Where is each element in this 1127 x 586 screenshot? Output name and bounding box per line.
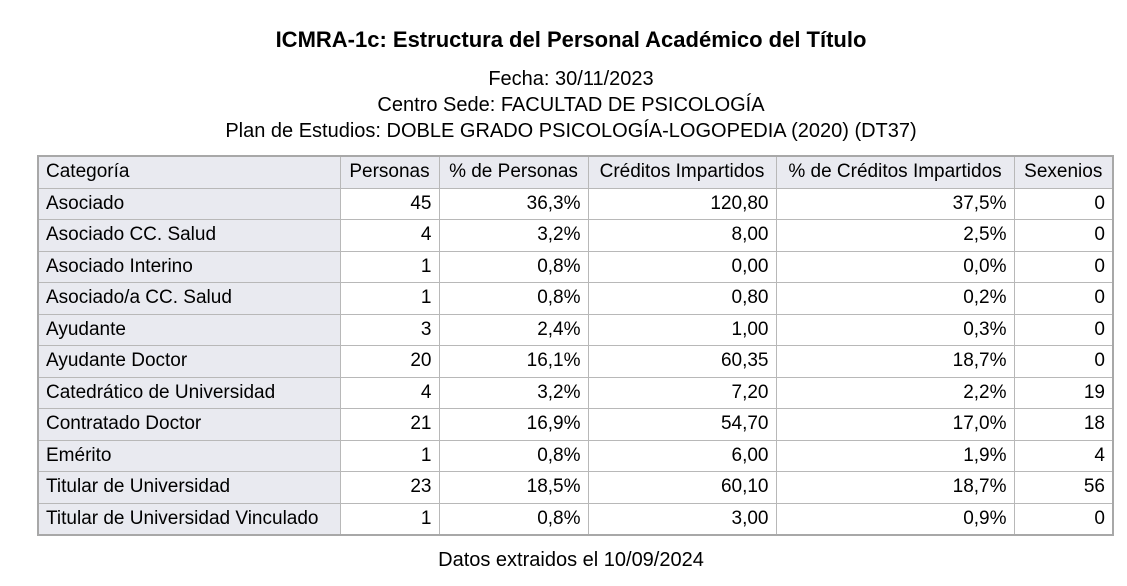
cell-personas: 1: [340, 440, 439, 472]
cell-pct-personas: 0,8%: [439, 440, 588, 472]
cell-pct-personas: 2,4%: [439, 314, 588, 346]
cell-sexenios: 4: [1014, 440, 1113, 472]
cell-creditos: 60,35: [588, 346, 776, 378]
cell-personas: 45: [340, 188, 439, 220]
column-header-pct-personas: % de Personas: [439, 156, 588, 188]
cell-pct-creditos: 2,5%: [776, 220, 1014, 252]
cell-categoria: Contratado Doctor: [38, 409, 340, 441]
cell-creditos: 60,10: [588, 472, 776, 504]
cell-sexenios: 0: [1014, 503, 1113, 535]
cell-pct-personas: 16,1%: [439, 346, 588, 378]
cell-personas: 1: [340, 503, 439, 535]
cell-creditos: 120,80: [588, 188, 776, 220]
report-plan: Plan de Estudios: DOBLE GRADO PSICOLOGÍA-LOGOPEDIA (2020) (DT37): [225, 120, 917, 142]
cell-personas: 3: [340, 314, 439, 346]
cell-personas: 21: [340, 409, 439, 441]
table-row: [38, 283, 1113, 315]
cell-sexenios: 0: [1014, 188, 1113, 220]
cell-categoria: Asociado: [38, 188, 340, 220]
cell-pct-personas: 3,2%: [439, 377, 588, 409]
cell-categoria: Catedrático de Universidad: [38, 377, 340, 409]
column-header-sexenios: Sexenios: [1014, 156, 1113, 188]
cell-pct-personas: 0,8%: [439, 251, 588, 283]
cell-personas: 1: [340, 283, 439, 315]
table-row: [38, 188, 1113, 220]
cell-sexenios: 18: [1014, 409, 1113, 441]
cell-categoria: Asociado/a CC. Salud: [38, 283, 340, 315]
cell-categoria: Asociado CC. Salud: [38, 220, 340, 252]
cell-pct-personas: 18,5%: [439, 472, 588, 504]
cell-sexenios: 56: [1014, 472, 1113, 504]
cell-pct-creditos: 1,9%: [776, 440, 1014, 472]
cell-personas: 4: [340, 377, 439, 409]
table-row: [38, 314, 1113, 346]
cell-pct-creditos: 0,3%: [776, 314, 1014, 346]
cell-categoria: Asociado Interino: [38, 251, 340, 283]
table-row: [38, 220, 1113, 252]
cell-pct-creditos: 18,7%: [776, 472, 1014, 504]
cell-categoria: Emérito: [38, 440, 340, 472]
report-footer: Datos extraidos el 10/09/2024: [438, 549, 704, 571]
cell-creditos: 0,00: [588, 251, 776, 283]
cell-personas: 4: [340, 220, 439, 252]
table-body: [38, 188, 1113, 535]
column-header-pct-creditos: % de Créditos Impartidos: [776, 156, 1014, 188]
cell-personas: 1: [340, 251, 439, 283]
cell-pct-creditos: 0,0%: [776, 251, 1014, 283]
cell-sexenios: 0: [1014, 314, 1113, 346]
table-row: [38, 346, 1113, 378]
table-header-row: [38, 156, 1113, 188]
cell-creditos: 0,80: [588, 283, 776, 315]
cell-pct-personas: 16,9%: [439, 409, 588, 441]
cell-creditos: 1,00: [588, 314, 776, 346]
cell-personas: 23: [340, 472, 439, 504]
table-row: [38, 440, 1113, 472]
column-header-personas: Personas: [340, 156, 439, 188]
cell-sexenios: 0: [1014, 283, 1113, 315]
table-row: [38, 377, 1113, 409]
report-center: Centro Sede: FACULTAD DE PSICOLOGÍA: [377, 94, 765, 116]
cell-pct-personas: 3,2%: [439, 220, 588, 252]
table-row: [38, 472, 1113, 504]
cell-creditos: 8,00: [588, 220, 776, 252]
cell-pct-creditos: 17,0%: [776, 409, 1014, 441]
table-row: [38, 503, 1113, 535]
personnel-table: [37, 155, 1114, 536]
cell-creditos: 7,20: [588, 377, 776, 409]
cell-pct-personas: 0,8%: [439, 283, 588, 315]
cell-categoria: Ayudante: [38, 314, 340, 346]
column-header-categoria: Categoría: [38, 156, 340, 188]
cell-creditos: 54,70: [588, 409, 776, 441]
cell-pct-creditos: 37,5%: [776, 188, 1014, 220]
cell-pct-creditos: 0,9%: [776, 503, 1014, 535]
cell-pct-creditos: 18,7%: [776, 346, 1014, 378]
cell-sexenios: 0: [1014, 251, 1113, 283]
cell-sexenios: 19: [1014, 377, 1113, 409]
cell-sexenios: 0: [1014, 346, 1113, 378]
cell-categoria: Ayudante Doctor: [38, 346, 340, 378]
report-title: ICMRA-1c: Estructura del Personal Académico del Título: [275, 27, 867, 52]
cell-pct-personas: 0,8%: [439, 503, 588, 535]
cell-categoria: Titular de Universidad Vinculado: [38, 503, 340, 535]
table-row: [38, 409, 1113, 441]
cell-sexenios: 0: [1014, 220, 1113, 252]
cell-personas: 20: [340, 346, 439, 378]
cell-creditos: 6,00: [588, 440, 776, 472]
table-row: [38, 251, 1113, 283]
report-date: Fecha: 30/11/2023: [488, 68, 654, 90]
cell-creditos: 3,00: [588, 503, 776, 535]
cell-pct-creditos: 0,2%: [776, 283, 1014, 315]
cell-pct-creditos: 2,2%: [776, 377, 1014, 409]
cell-categoria: Titular de Universidad: [38, 472, 340, 504]
column-header-creditos: Créditos Impartidos: [588, 156, 776, 188]
cell-pct-personas: 36,3%: [439, 188, 588, 220]
